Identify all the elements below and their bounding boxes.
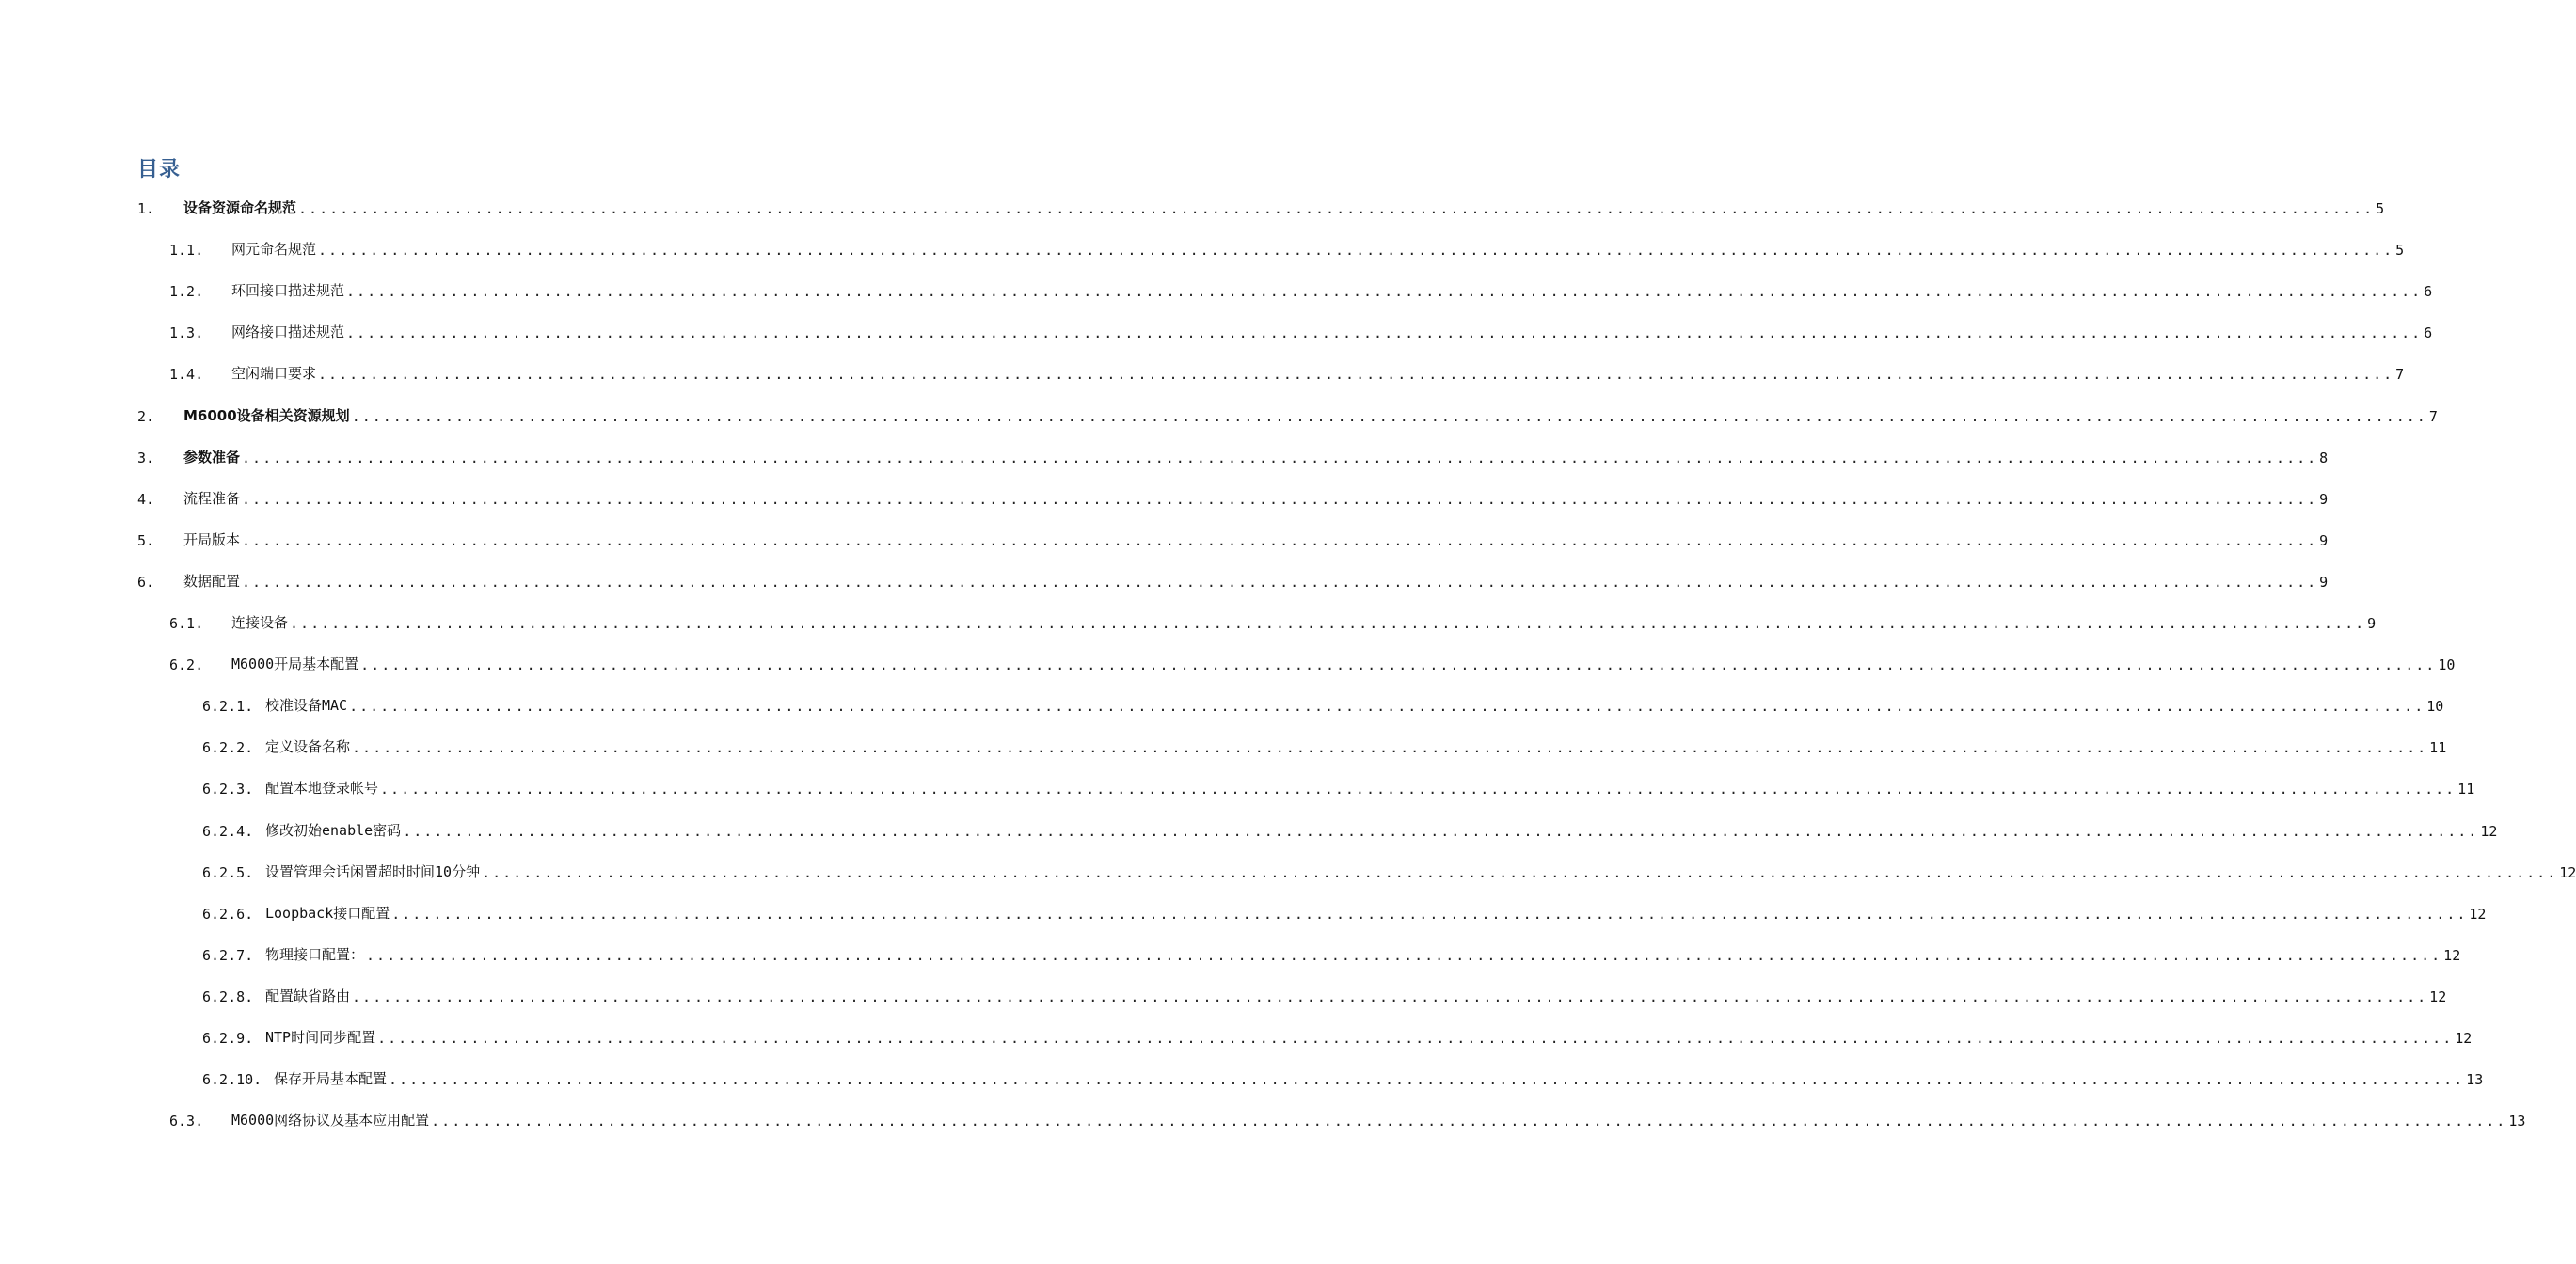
toc-dot-leader: ........................................................................................................................................................................................................ (380, 781, 2457, 798)
toc-entry-title: 空闲端口要求 (231, 365, 317, 382)
toc-entry-title: 开局版本 (183, 531, 241, 548)
toc-entry[interactable] (202, 775, 2475, 798)
toc-entry-number: 1.2. (169, 283, 204, 300)
toc-entry-page-number: 12 (2429, 988, 2447, 1005)
toc-entry[interactable] (137, 403, 2438, 425)
toc-entry-number: 3. (137, 450, 155, 466)
toc-entry-title: 环回接口描述规范 (231, 282, 345, 299)
toc-entry-number: 1.3. (169, 324, 204, 341)
toc-entry-page-number: 13 (2466, 1071, 2484, 1088)
toc-entry-number: 6.2. (169, 656, 204, 673)
toc-entry-title: 网络接口描述规范 (231, 324, 345, 340)
toc-entry-page-number: 7 (2395, 366, 2405, 383)
toc-entry-page-number: 10 (2438, 656, 2456, 673)
toc-dot-leader: ........................................................................................................................................................................................................ (318, 242, 2394, 259)
toc-entry[interactable] (169, 651, 2456, 673)
toc-entry-number: 4. (137, 491, 155, 508)
toc-entry-number: 6.2.7. (202, 947, 254, 964)
toc-entry-title: 校准设备MAC (265, 697, 348, 714)
toc-dot-leader: ........................................................................................................................................................................................................ (377, 1030, 2454, 1047)
toc-entry-page-number: 8 (2319, 450, 2329, 466)
toc-dot-leader: ........................................................................................................................................................................................................ (242, 574, 2318, 591)
toc-entry-title: Loopback接口配置 (265, 905, 390, 922)
toc-entry-title: 流程准备 (183, 490, 241, 507)
toc-dot-leader: ........................................................................................................................................................................................................ (352, 988, 2428, 1005)
toc-entry-page-number: 12 (2455, 1030, 2473, 1047)
toc-entry-title: 保存开局基本配置 (274, 1070, 388, 1087)
toc-entry-page-number: 10 (2426, 698, 2444, 715)
toc-dot-leader: ........................................................................................................................................................................................................ (242, 450, 2318, 466)
toc-dot-leader: ........................................................................................................................................................................................................ (290, 615, 2366, 632)
toc-entry-title: 参数准备 (183, 449, 241, 466)
toc-entry-title: 配置本地登录帐号 (265, 780, 379, 797)
toc-entry-title: NTP时间同步配置 (265, 1029, 376, 1046)
toc-entry-number: 6.2.2. (202, 739, 254, 756)
toc-dot-leader: ........................................................................................................................................................................................................ (431, 1113, 2507, 1130)
toc-entry-page-number: 11 (2457, 781, 2475, 798)
toc-entry-page-number: 9 (2319, 532, 2329, 549)
toc-entry-title: 修改初始enable密码 (265, 822, 402, 839)
toc-entry-page-number: 12 (2559, 864, 2576, 881)
toc-dot-leader: ........................................................................................................................................................................................................ (346, 283, 2423, 300)
toc-entry[interactable] (202, 900, 2487, 923)
toc-entry-page-number: 6 (2424, 283, 2433, 300)
toc-entry-title: 连接设备 (231, 614, 289, 631)
toc-dot-leader: ........................................................................................................................................................................................................ (389, 1071, 2465, 1088)
toc-dot-leader: ........................................................................................................................................................................................................ (360, 656, 2437, 673)
toc-entry-number: 6.3. (169, 1113, 204, 1130)
toc-entry-title: 网元命名规范 (231, 241, 317, 258)
toc-entry[interactable] (137, 568, 2329, 591)
toc-dot-leader: ........................................................................................................................................................................................................ (351, 408, 2427, 425)
toc-entry[interactable] (169, 236, 2405, 259)
toc-entry-number: 6.2.1. (202, 698, 254, 715)
toc-entry-number: 6.2.4. (202, 823, 254, 840)
toc-entry-page-number: 9 (2319, 574, 2329, 591)
toc-entry[interactable] (202, 941, 2461, 964)
toc-entry-number: 6.2.8. (202, 988, 254, 1005)
toc-entry[interactable] (137, 444, 2329, 466)
toc-entry-title: 配置缺省路由 (265, 988, 351, 1004)
toc-dot-leader: ........................................................................................................................................................................................................ (346, 324, 2423, 341)
toc-entry[interactable] (169, 1107, 2526, 1130)
toc-entry-title: 物理接口配置： (265, 946, 365, 963)
toc-entry-number: 6.1. (169, 615, 204, 632)
toc-entry-page-number: 7 (2428, 408, 2438, 425)
toc-entry[interactable] (202, 817, 2498, 840)
toc-entry[interactable] (202, 859, 2576, 881)
toc-entry-number: 5. (137, 532, 155, 549)
toc-dot-leader: ........................................................................................................................................................................................................ (318, 366, 2394, 383)
toc-entry[interactable] (202, 734, 2447, 756)
toc-dot-leader: ........................................................................................................................................................................................................ (403, 823, 2479, 840)
toc-entry[interactable] (169, 360, 2405, 383)
toc-entry[interactable] (202, 1024, 2473, 1047)
toc-dot-leader: ........................................................................................................................................................................................................ (242, 491, 2318, 508)
toc-entry[interactable] (169, 277, 2433, 300)
toc-entry-page-number: 12 (2469, 906, 2487, 923)
toc-entry-number: 6.2.5. (202, 864, 254, 881)
toc-entry-title: 数据配置 (183, 573, 241, 590)
toc-dot-leader: ........................................................................................................................................................................................................ (482, 864, 2558, 881)
toc-entry-number: 6.2.6. (202, 906, 254, 923)
toc-entry-title: M6000网络协议及基本应用配置 (231, 1112, 430, 1129)
toc-entry-number: 6.2.9. (202, 1030, 254, 1047)
toc-entry[interactable] (202, 1066, 2484, 1088)
toc-entry-number: 1. (137, 200, 155, 217)
toc-entry[interactable] (169, 609, 2377, 632)
toc-entry-page-number: 13 (2508, 1113, 2526, 1130)
toc-entry-page-number: 6 (2424, 324, 2433, 341)
toc-entry-number: 6.2.3. (202, 781, 254, 798)
toc-entry-title: 设置管理会话闲置超时时间10分钟 (265, 863, 481, 880)
toc-entry[interactable] (202, 692, 2444, 715)
toc-title: 目录 (137, 158, 182, 182)
toc-entry[interactable] (137, 485, 2329, 508)
toc-entry-page-number: 11 (2429, 739, 2447, 756)
toc-entry-title: 设备资源命名规范 (183, 199, 297, 216)
toc-entry-title: 定义设备名称 (265, 738, 351, 755)
toc-entry[interactable] (137, 195, 2385, 217)
toc-dot-leader: ........................................................................................................................................................................................................ (391, 906, 2468, 923)
toc-dot-leader: ........................................................................................................................................................................................................ (352, 739, 2428, 756)
toc-entry[interactable] (137, 527, 2329, 549)
toc-entry-number: 1.1. (169, 242, 204, 259)
toc-entry-title: M6000开局基本配置 (231, 656, 359, 672)
toc-dot-leader: ........................................................................................................................................................................................................ (298, 200, 2375, 217)
toc-entry-number: 2. (137, 408, 155, 425)
toc-entry-number: 6.2.10. (202, 1071, 262, 1088)
toc-entry-number: 1.4. (169, 366, 204, 383)
toc-entry-page-number: 9 (2367, 615, 2377, 632)
toc-entry-number: 6. (137, 574, 155, 591)
toc-dot-leader: ........................................................................................................................................................................................................ (349, 698, 2425, 715)
toc-entry[interactable] (202, 983, 2447, 1005)
toc-entry-page-number: 9 (2319, 491, 2329, 508)
toc-dot-leader: ........................................................................................................................................................................................................ (366, 947, 2442, 964)
toc-entry[interactable] (169, 319, 2433, 341)
toc-dot-leader: ........................................................................................................................................................................................................ (242, 532, 2318, 549)
toc-entry-page-number: 5 (2376, 200, 2385, 217)
toc-entry-page-number: 12 (2480, 823, 2498, 840)
toc-entry-page-number: 5 (2395, 242, 2405, 259)
toc-entry-title: M6000设备相关资源规划 (183, 407, 350, 424)
toc-entry-page-number: 12 (2443, 947, 2461, 964)
